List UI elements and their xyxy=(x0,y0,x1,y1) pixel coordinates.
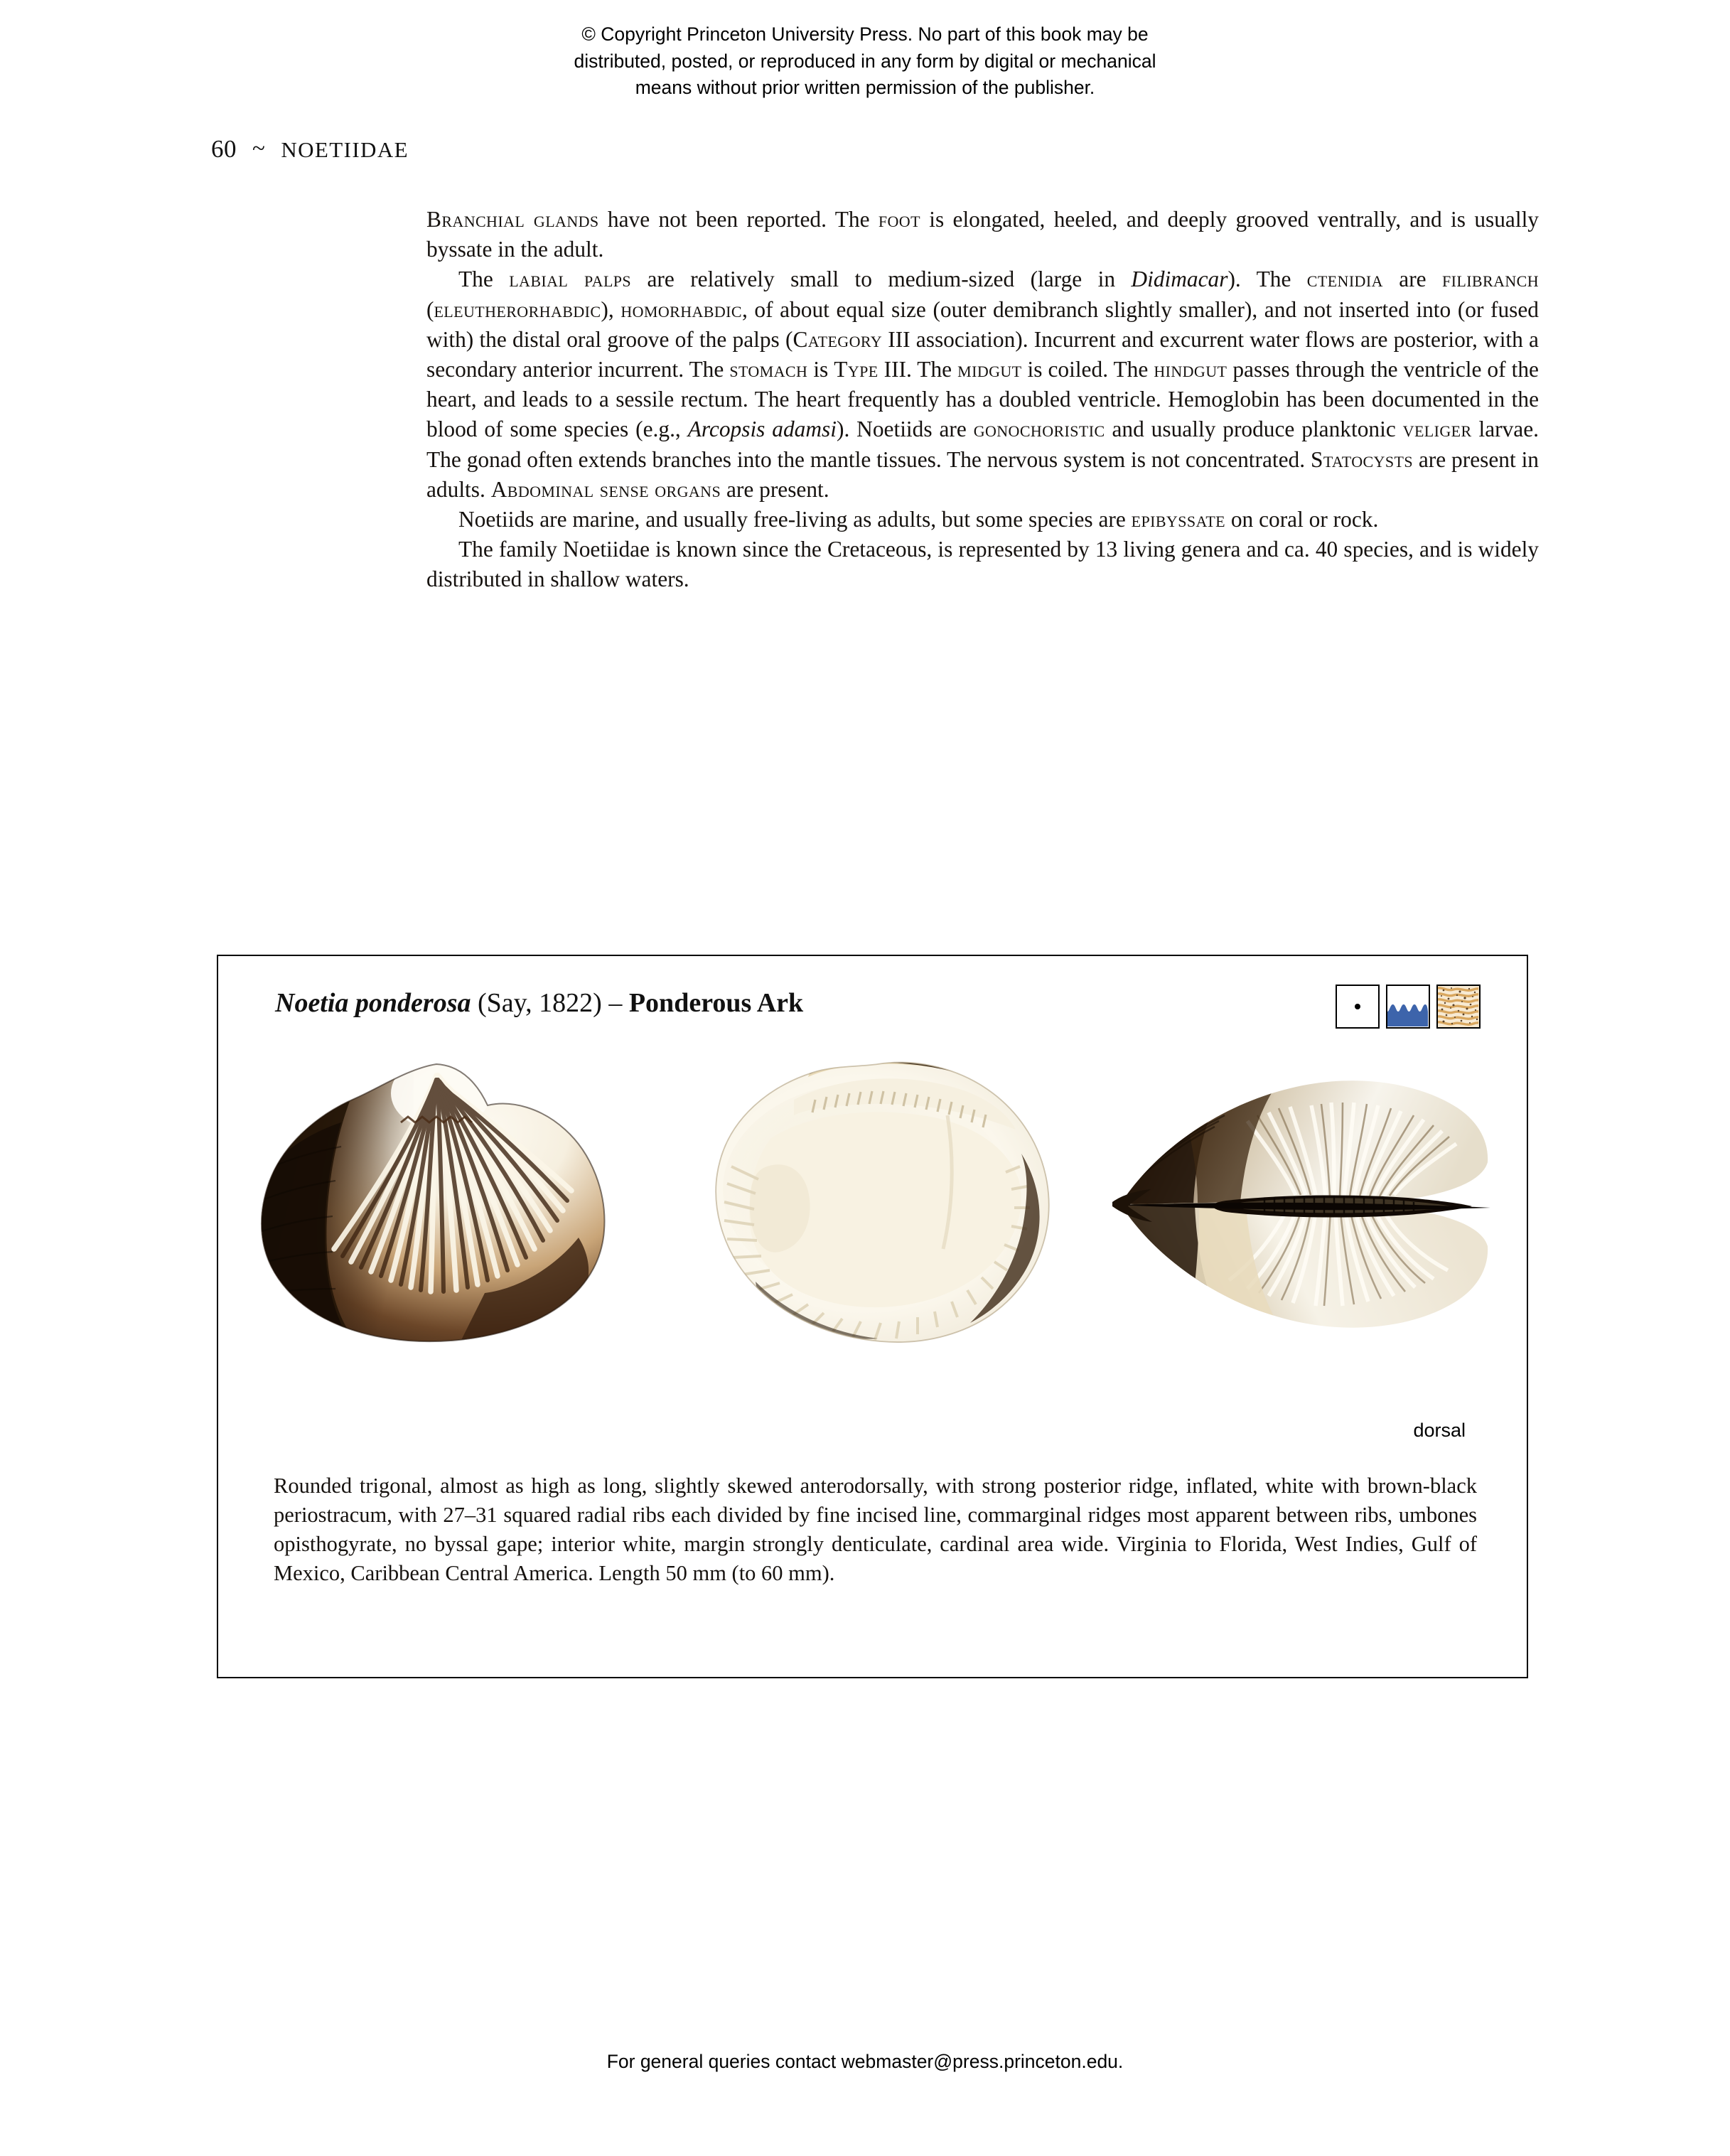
copyright-line-2: distributed, posted, or reproduced in any form by digital or mechanical xyxy=(574,50,1156,72)
paragraph-3: Noetiids are marine, and usually free-living as adults, but some species are epibyssate on coral or rock. xyxy=(458,507,1379,532)
plate-title xyxy=(275,987,803,1019)
species-name: Noetia ponderosa xyxy=(275,988,471,1018)
copyright-line-3: means without prior written permission of the publisher. xyxy=(635,77,1095,99)
term-category: Category xyxy=(793,326,883,352)
term-stomach: stomach xyxy=(729,357,808,382)
sand-substrate-icon xyxy=(1436,985,1481,1029)
solitary-dot-icon xyxy=(1336,985,1380,1029)
term-statocysts: Statocysts xyxy=(1310,446,1413,472)
genus-didimacar: Didimacar xyxy=(1131,267,1228,292)
shell-figures xyxy=(218,1040,1527,1441)
page-number: 60 xyxy=(211,135,237,163)
term-epibyssate: epibyssate xyxy=(1131,507,1226,532)
dorsal-view-label: dorsal xyxy=(1413,1420,1466,1441)
running-head-separator: ~ xyxy=(252,136,266,161)
term-eleutherorhabdic: eleutherorhabdic xyxy=(434,296,601,322)
species-description: Rounded trigonal, almost as high as long, slightly skewed anterodorsally, with strong posterior ridge, inflated, white with brown-black periostracum, with 27–31 squared radial ribs each divided by fine incised line, commarginal ridges most apparent between ribs, umbones opisthogyrate, no byssal gape; interior white, margin strongly denticulate, cardinal area wide. Virginia to Florida, West Indies, Gulf of Mexico, Caribbean Central America. Length 50 mm (to 60 mm). xyxy=(274,1474,1477,1585)
title-dash: – xyxy=(608,988,623,1018)
term-gonochoristic: gonochoristic xyxy=(973,417,1105,442)
shell-interior-view xyxy=(687,1047,1071,1353)
term-foot: foot xyxy=(878,207,920,232)
term-homorhabdic: homorhabdic xyxy=(620,296,742,322)
copyright-notice xyxy=(0,21,1730,102)
paragraph-4: The family Noetiidae is known since the Cretaceous, is represented by 13 living genera and ca. 40 species, and is widely distributed in shallow waters. xyxy=(426,537,1539,592)
shallow-water-icon xyxy=(1386,985,1430,1029)
term-branchial-glands: Branchial glands xyxy=(426,207,599,232)
term-veliger: veliger xyxy=(1402,417,1472,442)
copyright-line-1: © Copyright Princeton University Press. No part of this book may be xyxy=(581,23,1149,45)
paragraph-1: Branchial glands have not been reported. The foot is elongated, heeled, and deeply grooved ventrally, and is usually byssate in the adult. xyxy=(426,207,1539,262)
shell-exterior-view xyxy=(250,1054,620,1353)
term-hindgut: hindgut xyxy=(1154,357,1227,382)
term-filibranch: filibranch xyxy=(1442,267,1540,292)
running-head xyxy=(211,135,409,163)
term-type: Type xyxy=(834,357,879,382)
term-labial-palps: labial palps xyxy=(509,267,632,292)
body-text xyxy=(426,205,1539,595)
species-arcopsis-adamsi: Arcopsis adamsi xyxy=(687,417,837,442)
running-head-family: NOETIIDAE xyxy=(281,137,409,162)
term-abdominal-sense-organs: Abdominal sense organs xyxy=(490,476,721,502)
habitat-icon-row xyxy=(1336,985,1481,1029)
shell-dorsal-view xyxy=(1112,1061,1496,1346)
term-ctenidia: ctenidia xyxy=(1306,267,1383,292)
term-midgut: midgut xyxy=(957,357,1022,382)
species-authority: (Say, 1822) xyxy=(478,988,602,1018)
common-name: Ponderous Ark xyxy=(628,988,804,1018)
paragraph-2: The labial palps are relatively small to medium-sized (large in Didimacar). The ctenidia are filibranch (eleutherorhabdic), homorhabdic, of about equal size (outer demibranch slightly smaller), and not inserted into (or fused with) the distal oral groove of the palps (Category III association). Incurrent and excurrent water flows are posterior, with a secondary anterior incurrent. The stomach is Type III. The midgut is coiled. The hindgut passes through the ventricle of the heart, and leads to a sessile rectum. The heart frequently has a doubled ventricle. Hemoglobin has been documented in the blood of some species (e.g., Arcopsis adamsi). Noetiids are gonochoristic and usually produce planktonic veliger larvae. The gonad often extends branches into the mantle tissues. The nervous system is not concentrated. Statocysts are present in adults. Abdominal sense organs are present. xyxy=(426,267,1540,502)
species-plate xyxy=(217,955,1528,1678)
page-footer: For general queries contact webmaster@press.princeton.edu. xyxy=(606,2051,1124,2072)
